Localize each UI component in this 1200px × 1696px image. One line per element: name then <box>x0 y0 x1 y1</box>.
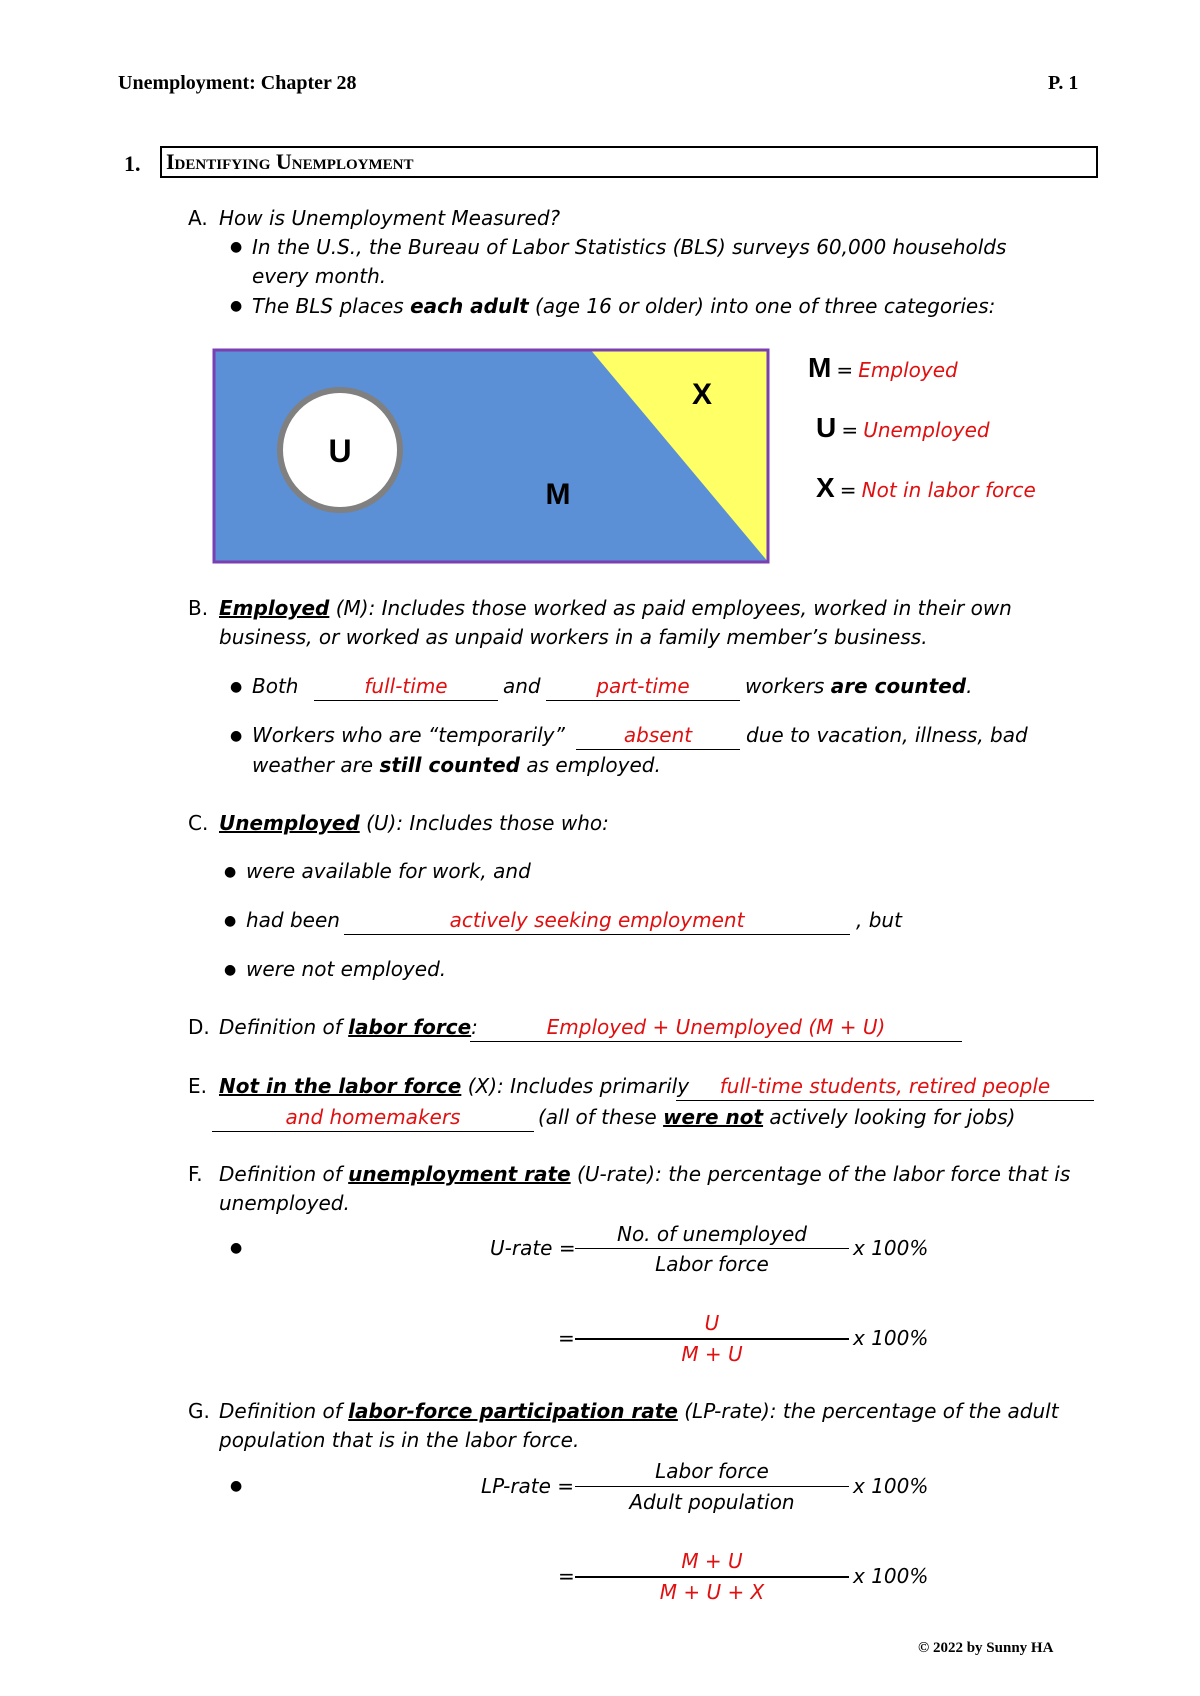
answer-absent: absent <box>576 721 740 750</box>
bullet: ● <box>230 239 243 255</box>
u-rate-denominator: Labor force <box>655 1252 769 1276</box>
u-rate-numerator: No. of unemployed <box>616 1222 807 1246</box>
answer-part-time: part-time <box>546 672 740 701</box>
lp-rate-lhs: LP-rate = <box>481 1474 575 1498</box>
item-b-text: Employed (M): Includes those worked as paid employees, worked in their own <box>219 596 1012 620</box>
diagram-m-label: M <box>545 478 571 511</box>
item-b-bullet2-pre: Workers who are “temporarily” <box>252 723 565 747</box>
fraction-line <box>575 1486 849 1487</box>
item-c-bullet2-post: , but <box>856 908 902 932</box>
item-e-text: Not in the labor force (X): Includes primarily <box>219 1074 690 1098</box>
section-number: 1. <box>124 151 141 176</box>
item-g-label: G. <box>188 1399 210 1423</box>
fraction-line <box>575 1248 849 1249</box>
item-f-text: Definition of unemployment rate (U-rate): the percentage of the labor force that is <box>219 1162 1071 1186</box>
bullet: ● <box>230 679 243 695</box>
item-a-bullet2: The BLS places each adult (age 16 or older) into one of three categories: <box>252 294 996 318</box>
item-d-text: Definition of labor force: <box>219 1015 478 1039</box>
answer-actively-seeking: actively seeking employment <box>344 906 850 935</box>
lp-rate-denominator-2: M + U + X <box>659 1580 765 1604</box>
item-b-bullet2-post: due to vacation, illness, bad <box>746 723 1028 747</box>
item-b-bullet2-cont: weather are still counted as employed. <box>252 753 661 777</box>
bullet: ● <box>230 298 243 314</box>
lp-rate-numerator: Labor force <box>655 1459 769 1483</box>
item-c-bullet1: were available for work, and <box>246 859 531 883</box>
item-b-bullet1-and: and <box>503 674 541 698</box>
bullet: ● <box>230 1240 243 1256</box>
lp-rate-times-2: x 100% <box>853 1564 929 1588</box>
footer-copyright: © 2022 by Sunny HA <box>918 1640 1054 1656</box>
page-number: P. 1 <box>1048 72 1079 94</box>
answer-not-in-labor-force-1: full-time students, retired people <box>676 1072 1094 1101</box>
item-a-label: A. <box>188 206 208 230</box>
item-f-text-cont: unemployed. <box>219 1191 350 1215</box>
item-c-label: C. <box>188 811 209 835</box>
diagram-x-label: X <box>691 378 713 411</box>
u-rate-times: x 100% <box>853 1236 929 1260</box>
u-rate-lhs: U-rate = <box>490 1236 576 1260</box>
u-rate-denominator-2: M + U <box>681 1342 743 1366</box>
bullet: ● <box>230 728 243 744</box>
bullet: ● <box>224 913 237 929</box>
item-e-post: (all of these were not actively looking for jobs) <box>538 1105 1016 1129</box>
bullet: ● <box>230 1478 243 1494</box>
bullet: ● <box>224 962 237 978</box>
u-rate-numerator-2: U <box>704 1311 720 1335</box>
item-g-text-cont: population that is in the labor force. <box>219 1428 580 1452</box>
lp-rate-eq: = <box>558 1564 575 1588</box>
item-b-bullet1-post: workers are counted. <box>745 674 973 698</box>
answer-labor-force: Employed + Unemployed (M + U) <box>470 1013 962 1042</box>
item-b-bullet1-pre: Both <box>252 674 299 698</box>
diagram-u-label: U <box>328 433 352 469</box>
page-title: Unemployment: Chapter 28 <box>118 72 357 94</box>
item-g-text: Definition of labor-force participation rate (LP-rate): the percentage of the adult <box>219 1399 1059 1423</box>
section-title-box <box>160 146 1098 178</box>
item-e-label: E. <box>188 1074 207 1098</box>
lp-rate-numerator-2: M + U <box>681 1549 743 1573</box>
legend-item-unemployed: U = Unemployed <box>816 412 990 443</box>
lp-rate-denominator: Adult population <box>629 1490 795 1514</box>
u-rate-times-2: x 100% <box>853 1326 929 1350</box>
bullet: ● <box>224 864 237 880</box>
item-f-label: F. <box>188 1162 203 1186</box>
legend-item-employed: M = Employed <box>808 352 958 383</box>
item-a-bullet1: In the U.S., the Bureau of Labor Statistics (BLS) surveys 60,000 households <box>252 235 1007 259</box>
labor-categories-diagram <box>212 348 772 566</box>
section-title: Identifying Unemployment <box>166 149 414 174</box>
lp-rate-times: x 100% <box>853 1474 929 1498</box>
item-a-bullet1-cont: every month. <box>252 264 387 288</box>
u-rate-eq: = <box>558 1326 575 1350</box>
item-b-text-cont: business, or worked as unpaid workers in a family member’s business. <box>219 625 928 649</box>
item-a-text: How is Unemployment Measured? <box>219 206 561 230</box>
item-d-label: D. <box>188 1015 210 1039</box>
answer-full-time: full-time <box>314 672 498 701</box>
item-c-bullet3: were not employed. <box>246 957 447 981</box>
item-c-bullet2-pre: had been <box>246 908 340 932</box>
item-c-text: Unemployed (U): Includes those who: <box>219 811 609 835</box>
legend-item-not-in-labor-force: X = Not in labor force <box>816 472 1036 503</box>
item-b-label: B. <box>188 596 209 620</box>
answer-not-in-labor-force-2: and homemakers <box>212 1103 534 1132</box>
